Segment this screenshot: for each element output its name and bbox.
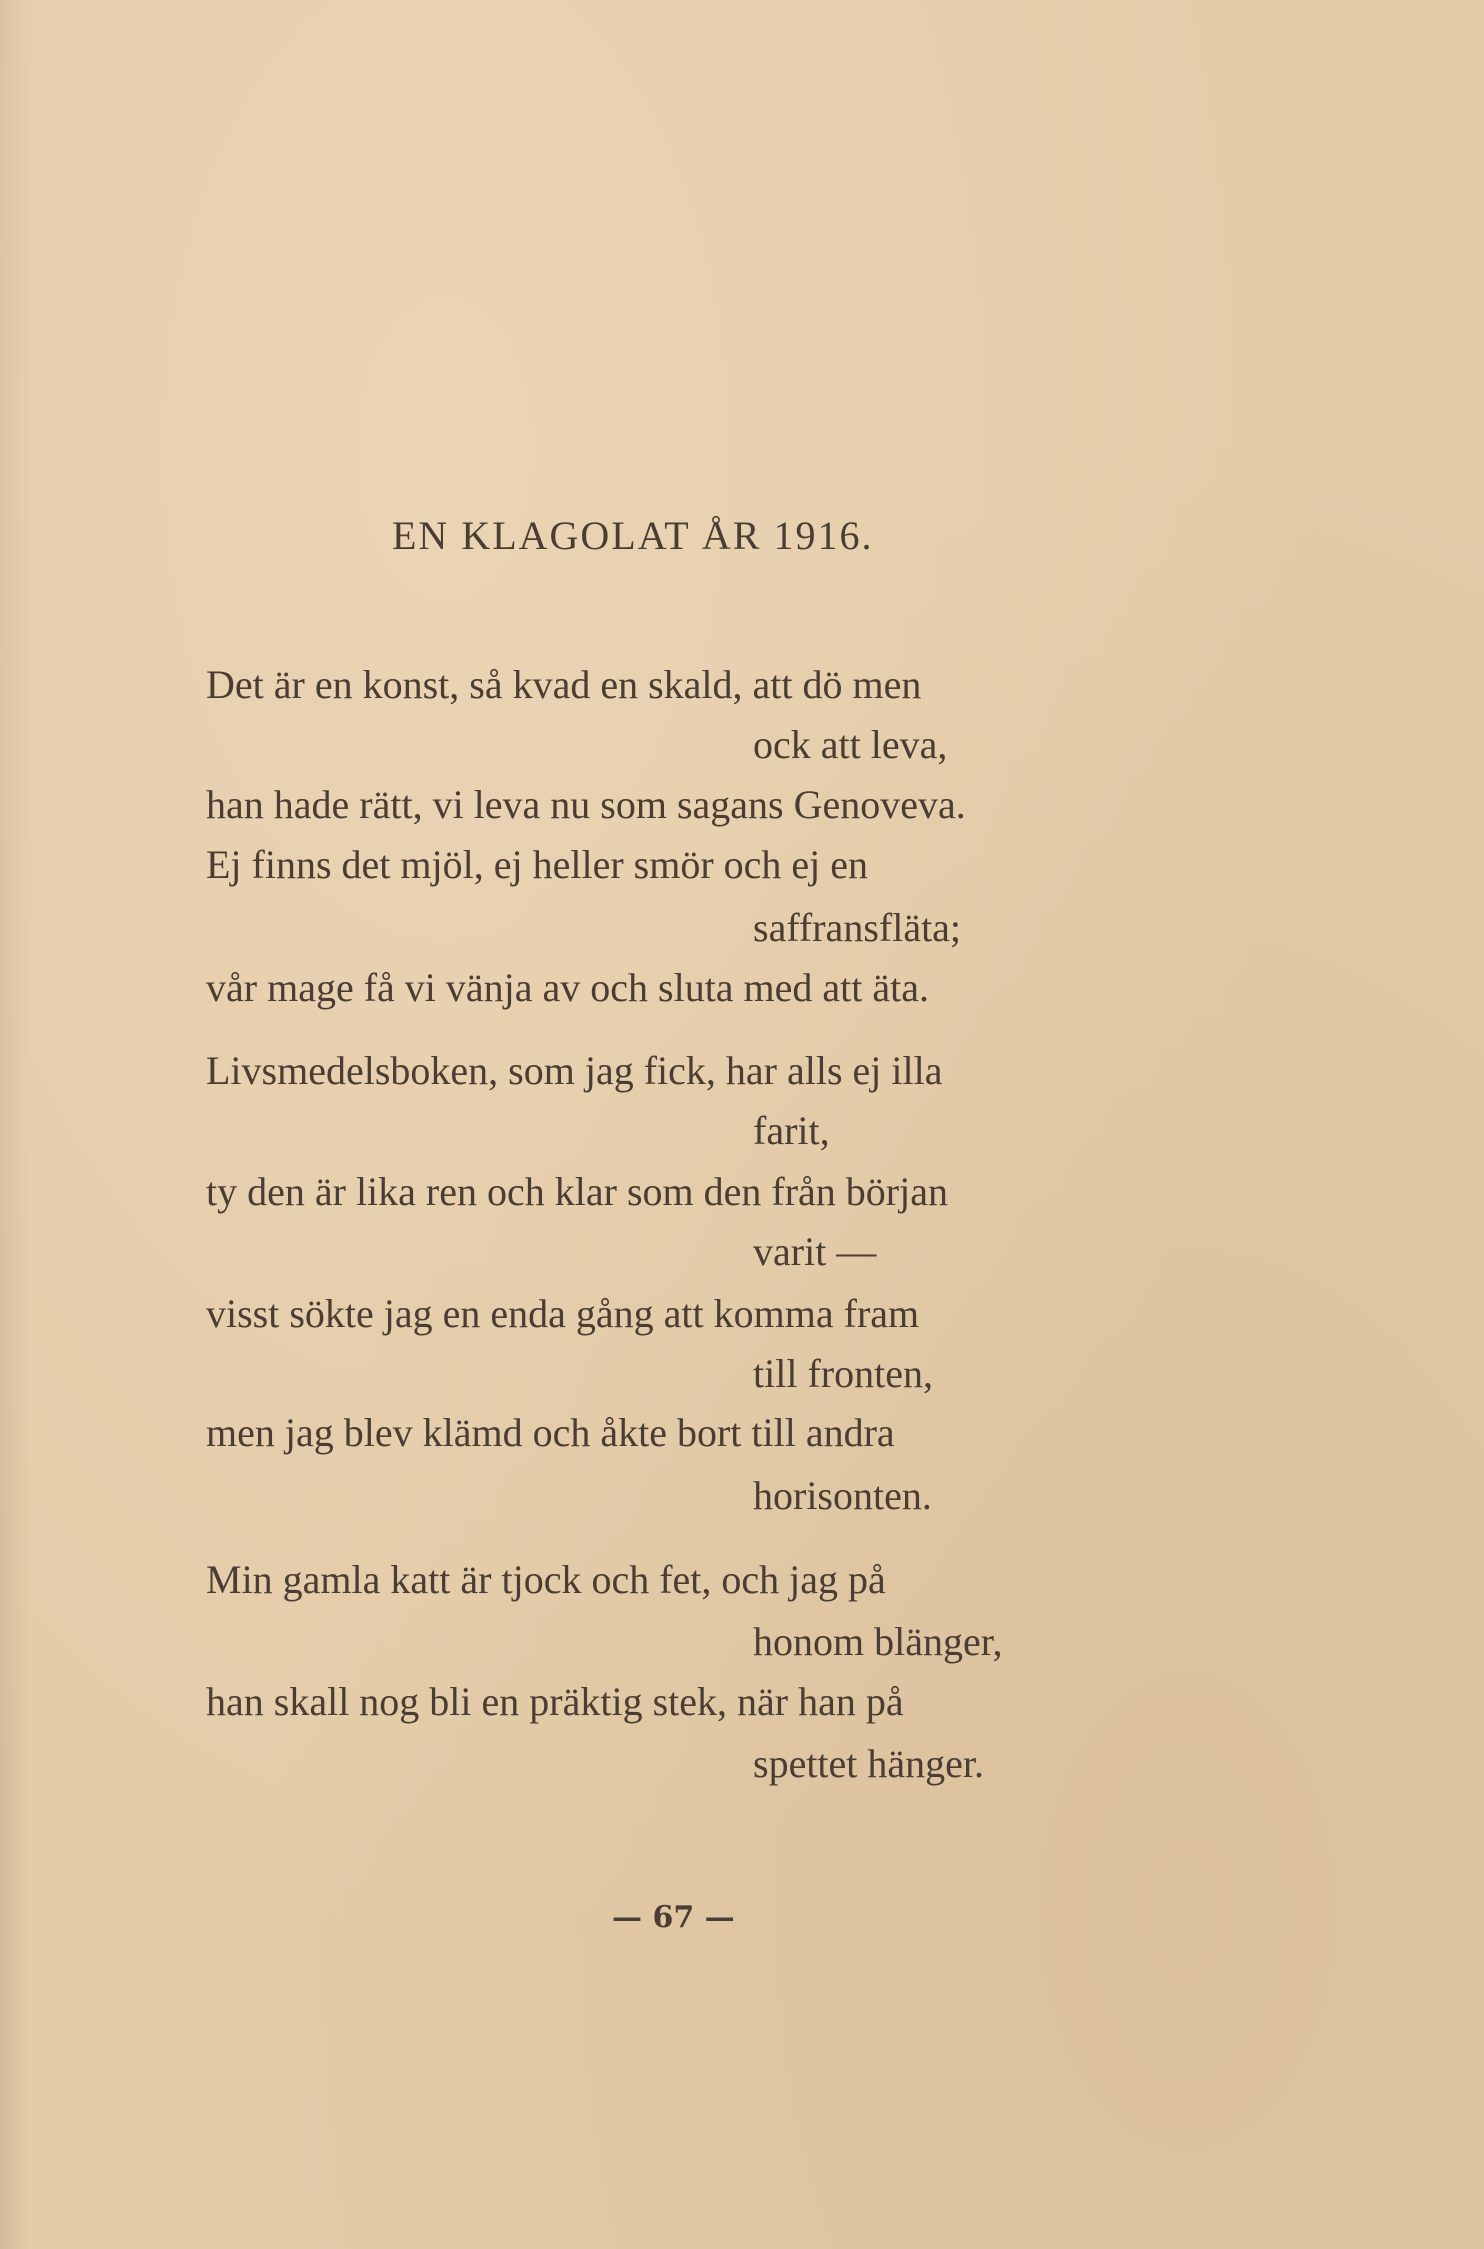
poem-line: men jag blev klämd och åkte bort till andra	[206, 1410, 895, 1455]
poem-line: ock att leva,	[753, 722, 948, 767]
poem-line: honom blänger,	[753, 1619, 1003, 1664]
poem-line: farit,	[753, 1108, 830, 1153]
poem-line: han hade rätt, vi leva nu som sagans Genoveva.	[206, 782, 966, 827]
poem-line: han skall nog bli en präktig stek, när han på	[206, 1679, 904, 1724]
poem-line: spettet hänger.	[753, 1741, 985, 1786]
poem-line: till fronten,	[753, 1351, 933, 1396]
poem-line: ty den är lika ren och klar som den från början	[206, 1169, 948, 1214]
poem-line: Det är en konst, så kvad en skald, att dö men	[206, 662, 922, 707]
poem-line: saffransfläta;	[753, 905, 962, 950]
poem-line: Min gamla katt är tjock och fet, och jag på	[206, 1557, 886, 1602]
poem-line: Ej finns det mjöl, ej heller smör och ej en	[206, 842, 869, 887]
poem-line: horisonten.	[753, 1473, 932, 1518]
page-number: — 67 —	[612, 1900, 735, 1935]
poem-title: EN KLAGOLAT ÅR 1916.	[392, 513, 874, 558]
poem-line: visst sökte jag en enda gång att komma fram	[206, 1291, 920, 1336]
poem-line: vår mage få vi vänja av och sluta med att äta.	[206, 965, 930, 1010]
poem-line: Livsmedelsboken, som jag fick, har alls ej illa	[206, 1048, 943, 1093]
poem-line: varit —	[753, 1229, 877, 1274]
